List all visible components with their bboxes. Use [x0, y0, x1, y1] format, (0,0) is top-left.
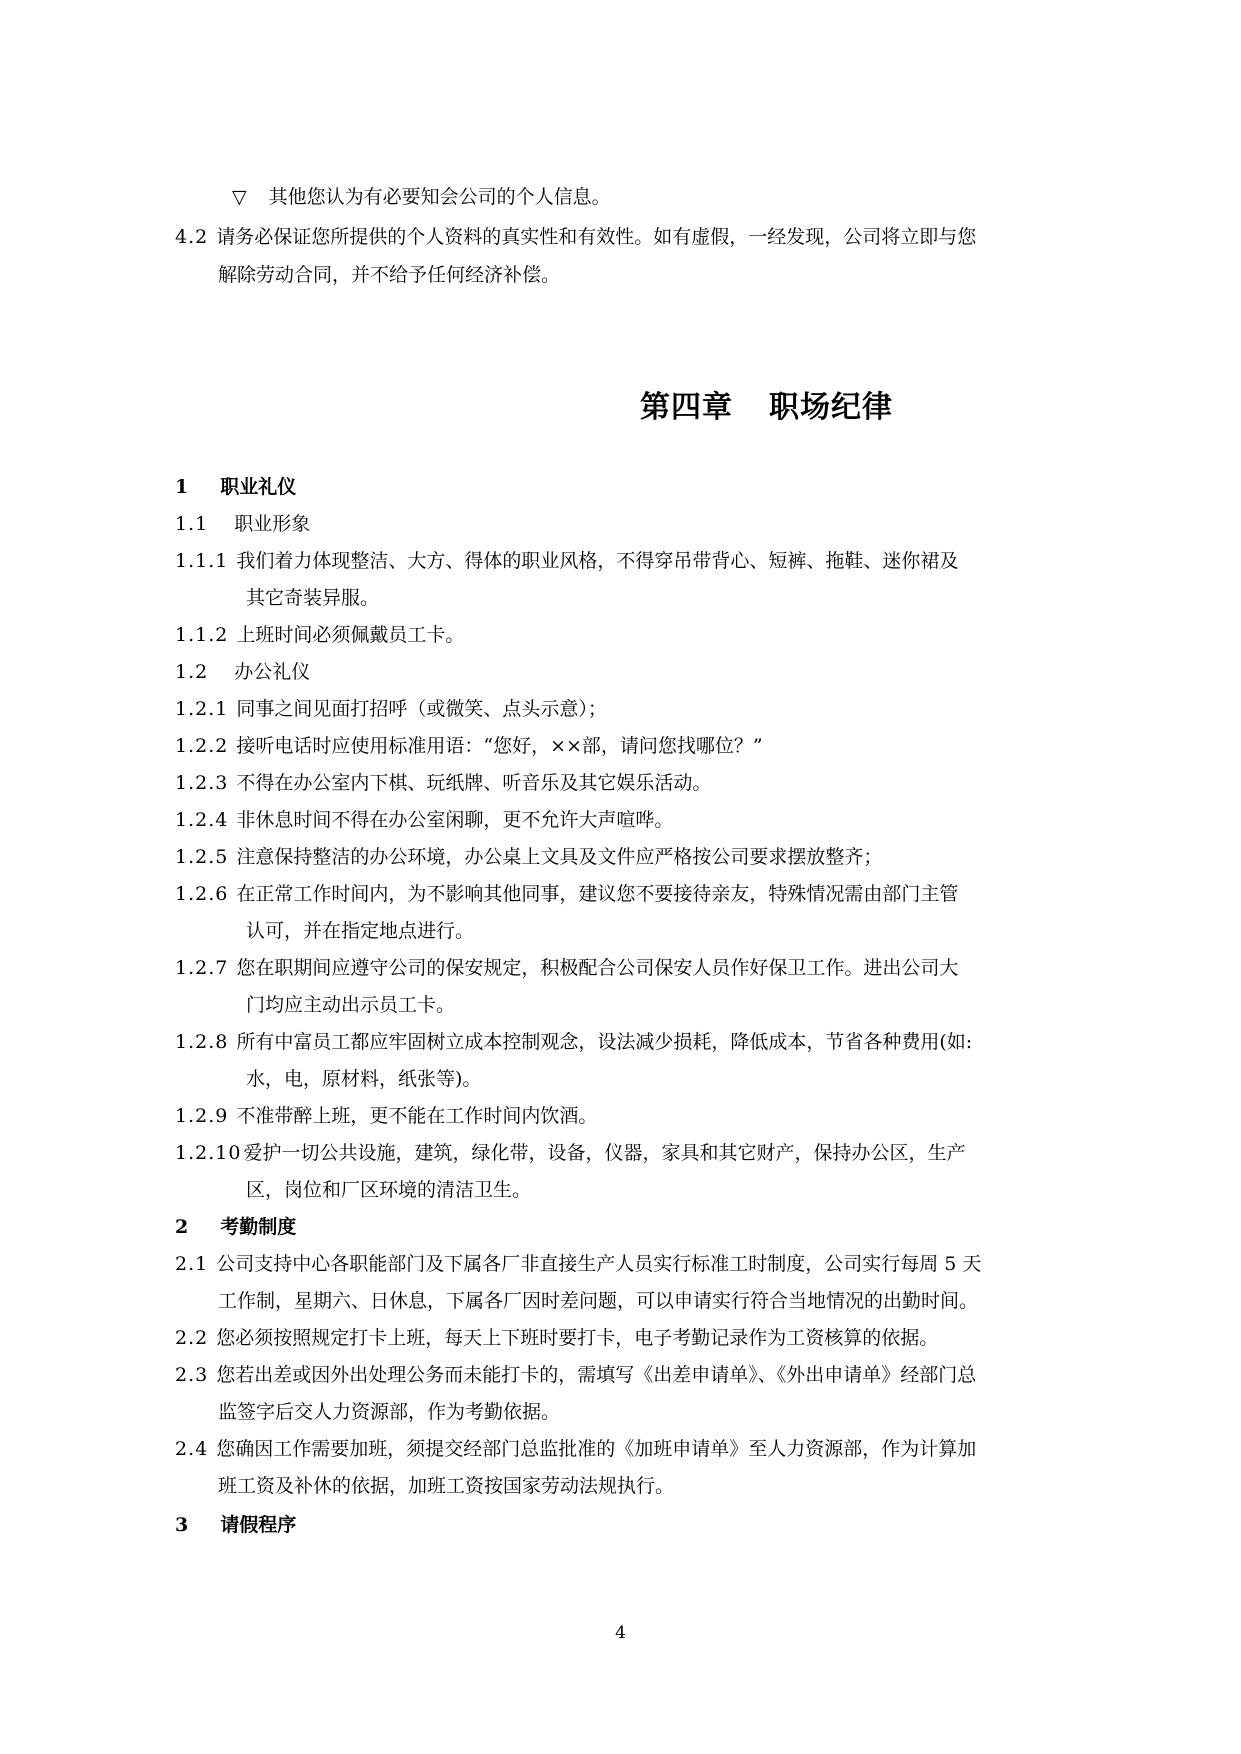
clause-number: 1.2.1 — [175, 698, 229, 720]
clause-text: 监签字后交人力资源部，作为考勤依据。 — [218, 1401, 561, 1423]
clause-1-2-7-cont — [246, 992, 455, 1018]
section-title: 考勤制度 — [220, 1216, 297, 1238]
clause-text: 工作制，星期六、日休息，下属各厂因时差问题，可以申请实行符合当地情况的出勤时间。 — [218, 1290, 979, 1312]
clause-1-2-10-cont — [246, 1177, 531, 1203]
clause-number: 1.2.10 — [175, 1142, 242, 1164]
clause-1-2-1 — [175, 696, 607, 722]
clause-number: 2.4 — [175, 1438, 209, 1460]
clause-text: 接听电话时应使用标准用语：“您好，××部，请问您找哪位？” — [236, 735, 763, 757]
section-title: 职业形象 — [234, 513, 311, 535]
clause-2-1-cont — [218, 1288, 978, 1314]
clause-1-2-5 — [175, 844, 882, 870]
clause-1-1-1-cont — [246, 585, 379, 611]
clause-2-4 — [175, 1436, 976, 1462]
clause-text: 解除劳动合同，并不给予任何经济补偿。 — [218, 264, 561, 286]
clause-1-1-2 — [175, 622, 464, 648]
clause-2-3 — [175, 1362, 976, 1388]
section-1-1-heading — [175, 511, 310, 537]
clause-number: 2.2 — [175, 1327, 209, 1349]
clause-text: 您若出差或因外出处理公务而未能打卡的，需填写《出差申请单》、《外出申请单》经部门总 — [216, 1364, 977, 1386]
clause-number: 1.2.2 — [175, 735, 229, 757]
clause-1-2-8-cont — [246, 1066, 481, 1092]
clause-text: 其它奇装异服。 — [246, 587, 380, 609]
clause-text: 您确因工作需要加班，须提交经部门总监批准的《加班申请单》至人力资源部，作为计算加 — [216, 1438, 977, 1460]
clause-number: 1.2.7 — [175, 957, 229, 979]
chapter-heading — [640, 388, 893, 428]
section-3-heading — [175, 1512, 296, 1538]
clause-text: 上班时间必须佩戴员工卡。 — [236, 624, 465, 646]
clause-number: 2.3 — [175, 1364, 209, 1386]
clause-1-2-7 — [175, 955, 958, 981]
clause-1-2-2 — [175, 733, 763, 759]
clause-1-2-3 — [175, 770, 711, 796]
section-number: 1 — [175, 476, 189, 498]
clause-text: 区，岗位和厂区环境的清洁卫生。 — [246, 1179, 532, 1201]
clause-number: 4.2 — [175, 226, 209, 248]
clause-1-2-10 — [175, 1140, 965, 1166]
clause-number: 1.2.5 — [175, 846, 229, 868]
section-number: 1.2 — [175, 661, 209, 683]
clause-1-2-6-cont — [246, 918, 474, 944]
section-title: 请假程序 — [220, 1514, 297, 1536]
bullet-text: 其他您认为有必要知会公司的个人信息。 — [268, 186, 611, 208]
clause-number: 1.2.3 — [175, 772, 229, 794]
section-2-heading — [175, 1214, 296, 1240]
clause-1-2-4 — [175, 807, 673, 833]
section-1-2-heading — [175, 659, 310, 685]
clause-text: 公司支持中心各职能部门及下属各厂非直接生产人员实行标准工时制度，公司实行每周 5 天 — [216, 1253, 982, 1275]
clause-text: 班工资及补休的依据，加班工资按国家劳动法规执行。 — [218, 1475, 675, 1497]
clause-text: 所有中富员工都应牢固树立成本控制观念，设法减少损耗，降低成本，节省各种费用(如: — [236, 1031, 973, 1053]
clause-text: 爱护一切公共设施，建筑，绿化带，设备，仪器，家具和其它财产，保持办公区，生产 — [243, 1142, 966, 1164]
clause-text: 不准带醉上班，更不能在工作时间内饮酒。 — [236, 1105, 598, 1127]
clause-text: 非休息时间不得在办公室闲聊，更不允许大声喧哗。 — [236, 809, 674, 831]
section-number: 1.1 — [175, 513, 209, 535]
page-number: 4 — [615, 1623, 626, 1643]
clause-2-2 — [175, 1325, 938, 1351]
clause-2-4-cont — [218, 1473, 674, 1499]
clause-text: 门均应主动出示员工卡。 — [246, 994, 456, 1016]
clause-text: 同事之间见面打招呼（或微笑、点头示意）； — [236, 698, 607, 720]
chapter-title: 职场纪律 — [769, 390, 893, 425]
clause-number: 1.2.8 — [175, 1031, 229, 1053]
section-number: 2 — [175, 1216, 189, 1238]
clause-number: 1.1.2 — [175, 624, 229, 646]
clause-2-3-cont — [218, 1399, 560, 1425]
clause-1-2-9 — [175, 1103, 597, 1129]
clause-number: 1.1.1 — [175, 550, 229, 572]
clause-text: 您在职期间应遵守公司的保安规定，积极配合公司保安人员作好保卫工作。进出公司大 — [236, 957, 959, 979]
clause-4-2-cont — [218, 262, 560, 288]
clause-number: 1.2.4 — [175, 809, 229, 831]
clause-number: 1.2.9 — [175, 1105, 229, 1127]
section-title: 办公礼仪 — [234, 661, 311, 683]
clause-text: 您必须按照规定打卡上班，每天上下班时要打卡，电子考勤记录作为工资核算的依据。 — [216, 1327, 939, 1349]
clause-1-2-6 — [175, 881, 958, 907]
clause-text: 在正常工作时间内，为不影响其他同事，建议您不要接待亲友，特殊情况需由部门主管 — [236, 883, 959, 905]
bullet-triangle-icon: ▽ — [232, 186, 247, 208]
clause-2-1 — [175, 1251, 981, 1277]
clause-text: 不得在办公室内下棋、玩纸牌、听音乐及其它娱乐活动。 — [236, 772, 712, 794]
clause-number: 2.1 — [175, 1253, 209, 1275]
clause-1-1-1 — [175, 548, 958, 574]
section-number: 3 — [175, 1514, 189, 1536]
clause-number: 1.2.6 — [175, 883, 229, 905]
clause-text: 注意保持整洁的办公环境，办公桌上文具及文件应严格按公司要求摆放整齐； — [236, 846, 883, 868]
clause-text: 我们着力体现整洁、大方、得体的职业风格，不得穿吊带背心、短裤、拖鞋、迷你裙及 — [236, 550, 959, 572]
clause-text: 请务必保证您所提供的个人资料的真实性和有效性。如有虚假，一经发现，公司将立即与您 — [216, 226, 977, 248]
clause-4-2 — [175, 224, 976, 250]
bullet-item — [232, 184, 611, 210]
chapter-number: 第四章 — [640, 390, 733, 425]
section-1-heading — [175, 474, 296, 500]
clause-text: 认可，并在指定地点进行。 — [246, 920, 475, 942]
clause-1-2-8 — [175, 1029, 972, 1055]
section-title: 职业礼仪 — [220, 476, 297, 498]
clause-text: 水，电，原材料，纸张等)。 — [246, 1068, 482, 1090]
